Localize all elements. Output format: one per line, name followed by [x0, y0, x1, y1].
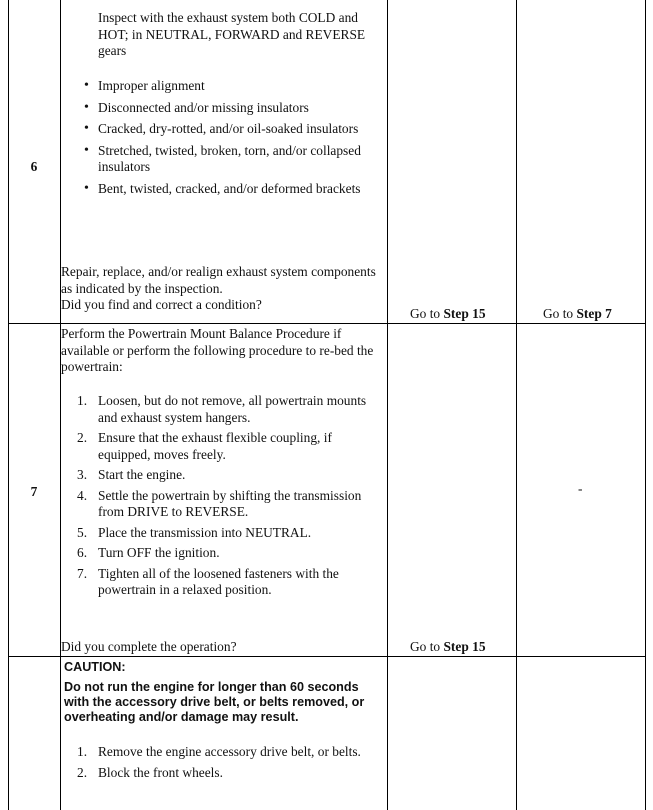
caution-text: Do not run the engine for longer than 60 seconds with the accessory drive belt, or belts removed, or overheating and/or damage may result. — [64, 680, 365, 724]
list-item: 4. Settle the powertrain by shifting the transmission from DRIVE to REVERSE. — [77, 487, 362, 519]
list-item: • Bent, twisted, cracked, and/or deformed brackets — [61, 181, 381, 198]
list-item: 1. Remove the engine accessory drive belt, or belts. — [77, 744, 361, 759]
step-6-question: Did you find and correct a condition? — [61, 297, 262, 312]
list-item: • Disconnected and/or missing insulators — [61, 100, 381, 117]
list-item: 2. Block the front wheels. — [77, 764, 223, 780]
list-item: 1. Loosen, but do not remove, all powertrain mounts and exhaust system hangers. — [77, 393, 367, 425]
table-divider-yes — [516, 0, 517, 810]
result-prefix: Go to — [410, 639, 444, 654]
table-border-left — [8, 0, 9, 810]
step-7-procedure-list — [61, 393, 383, 603]
caution-block — [64, 660, 382, 725]
step-link[interactable]: Step 15 — [443, 639, 486, 654]
step-6-intro: Inspect with the exhaust system both COLD and HOT; in NEUTRAL, FORWARD and REVERSE gears — [98, 10, 366, 58]
list-item: 6. Turn OFF the ignition. — [77, 545, 220, 560]
list-item: 7. Tighten all of the loosened fasteners with the powertrain in a relaxed position. — [77, 565, 339, 597]
step-7-yes-result — [410, 639, 486, 656]
step-6-yes-result — [410, 306, 486, 323]
table-divider-action — [387, 0, 388, 810]
step-6-action — [61, 264, 381, 314]
step-number-7: 7 — [30, 484, 38, 499]
step-6-no-result — [543, 306, 612, 323]
step-link[interactable]: Step 7 — [576, 306, 612, 321]
list-item: 2. Ensure that the exhaust flexible coupling, if equipped, moves freely. — [77, 430, 332, 462]
row-divider-6-7 — [8, 323, 646, 324]
list-item: 3. Start the engine. — [77, 467, 186, 482]
result-prefix: Go to — [543, 306, 577, 321]
step-6-bullet-list — [61, 78, 381, 202]
list-item: • Cracked, dry-rotted, and/or oil-soaked insulators — [61, 121, 381, 138]
step-6-action-text: Repair, replace, and/or realign exhaust system components as indicated by the inspection. — [61, 264, 376, 296]
step-link[interactable]: Step 15 — [443, 306, 486, 321]
list-item: • Stretched, twisted, broken, torn, and/or collapsed insulators — [61, 143, 381, 176]
result-prefix: Go to — [410, 306, 444, 321]
step-number-6: 6 — [30, 159, 38, 174]
row-divider-7-8 — [8, 656, 646, 657]
step-8-procedure-list — [61, 744, 383, 785]
step-7-intro: Perform the Powertrain Mount Balance Procedure if available or perform the following procedure to re-bed the powertrain: — [61, 326, 374, 374]
table-border-right — [645, 0, 646, 810]
caution-label: CAUTION: — [64, 660, 126, 674]
step-7-no-result: - — [578, 481, 583, 496]
list-item: 5. Place the transmission into NEUTRAL. — [77, 524, 312, 540]
list-item: • Improper alignment — [61, 78, 381, 95]
step-7-question: Did you complete the operation? — [61, 639, 237, 654]
